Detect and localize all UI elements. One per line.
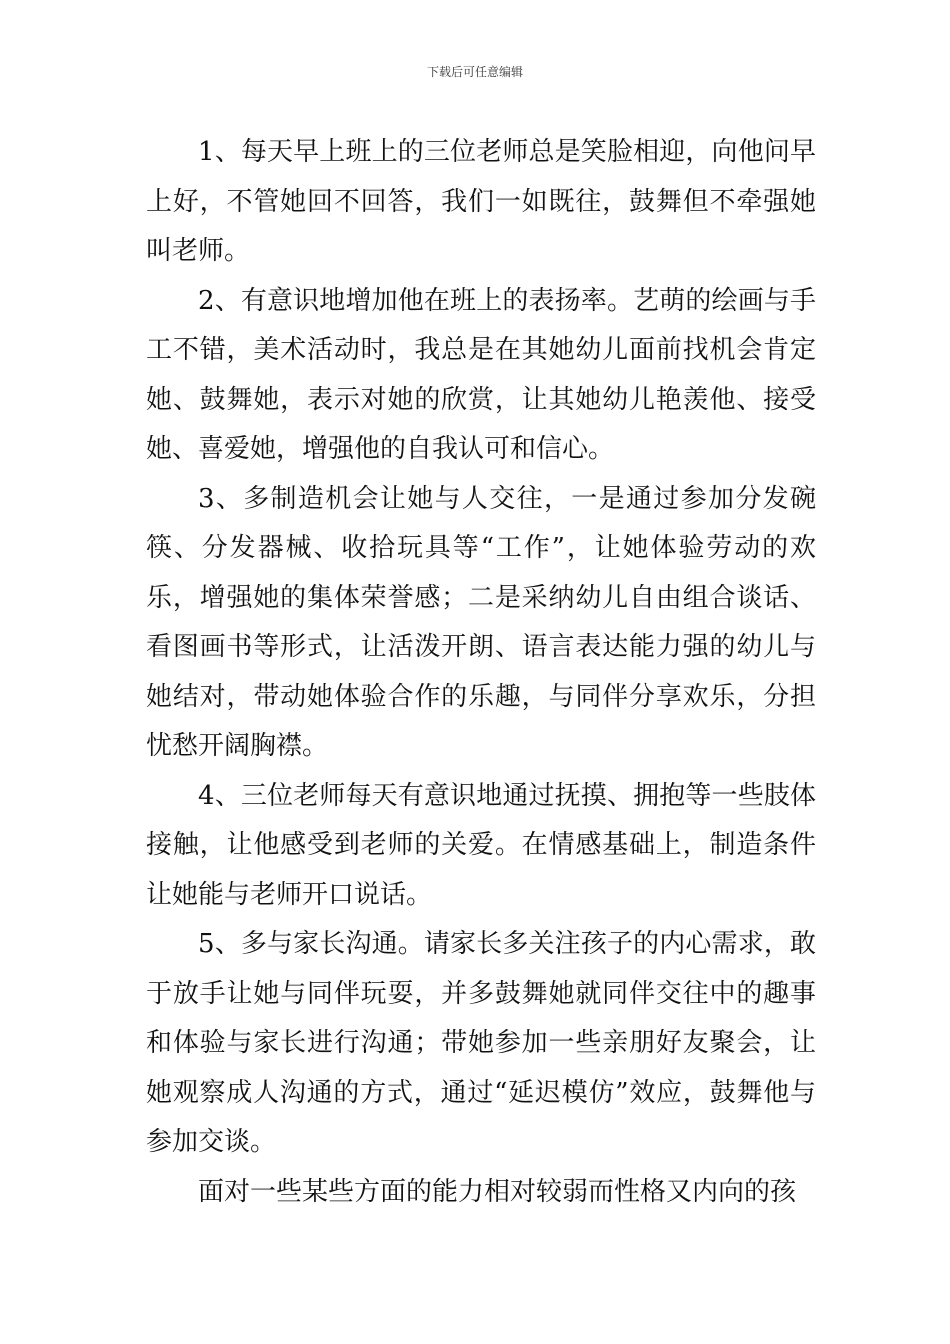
paragraph-1: 1、每天早上班上的三位老师总是笑脸相迎，向他问早上好，不管她回不回答，我们一如既往，鼓舞但不牵强她叫老师。 (146, 137, 816, 266)
paragraph-6: 面对一些某些方面的能力相对较弱而性格又内向的孩 (198, 1176, 797, 1207)
document-body (146, 128, 816, 1217)
paragraph-4: 4、三位老师每天有意识地通过抚摸、拥抱等一些肢体接触，让他感受到老师的关爱。在情感基础上，制造条件让她能与老师开口说话。 (146, 780, 816, 910)
paragraph-3: 3、多制造机会让她与人交往，一是通过参加分发碗筷、分发器械、收拾玩具等“工作”，让她体验劳动的欢乐，增强她的集体荣誉感；二是采纳幼儿自由组合谈话、看图画书等形式，让活泼开朗、语言表达能力强的幼儿与她结对，带动她体验合作的乐趣，与同伴分享欢乐，分担忧愁开阔胸襟。 (146, 483, 816, 761)
paragraph-5: 5、多与家长沟通。请家长多关注孩子的内心需求，敢于放手让她与同伴玩耍，并多鼓舞她就同伴交往中的趣事和体验与家长进行沟通；带她参加一些亲朋好友聚会，让她观察成人沟通的方式，通过“延迟模仿”效应，鼓舞他与参加交谈。 (146, 929, 816, 1157)
page-header: 下载后可任意编辑 (426, 65, 523, 79)
paragraph-2: 2、有意识地增加他在班上的表扬率。艺萌的绘画与手工不错，美术活动时，我总是在其她幼儿面前找机会肯定她、鼓舞她，表示对她的欣赏，让其她幼儿艳羡他、接受她、喜爱她，增强他的自我认可和信心。 (146, 285, 816, 464)
